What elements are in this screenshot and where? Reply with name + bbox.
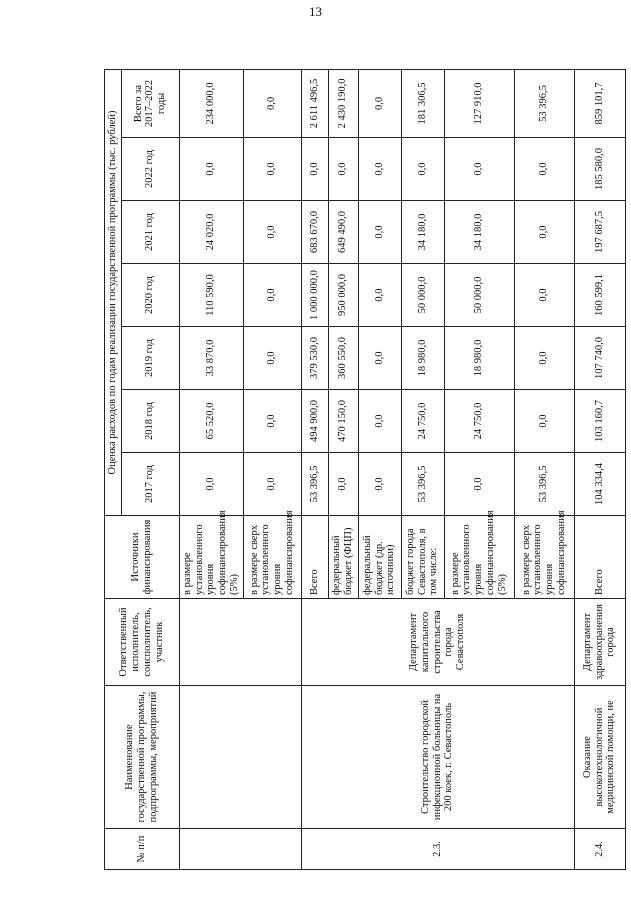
header-year-2019: 2019 год <box>121 327 179 390</box>
empty-cell <box>179 599 301 686</box>
item-name: Оказание высокотехнологичной медицинской помощи, не <box>574 686 625 829</box>
value-cell: 0,0 <box>328 453 358 516</box>
total-cell: 53 396,5 <box>514 69 574 137</box>
value-cell: 1 000 000,0 <box>301 264 328 327</box>
value-cell: 0,0 <box>358 201 401 264</box>
value-cell: 24 020,0 <box>179 201 243 264</box>
total-cell: 2 611 496,5 <box>301 69 328 137</box>
value-cell: 0,0 <box>243 138 301 201</box>
total-cell: 127 910,0 <box>444 69 514 137</box>
header-year-2017: 2017 год <box>121 453 179 516</box>
item-responsible: Департамент капитального строительства города Севастополя <box>301 599 574 686</box>
value-cell: 0,0 <box>514 201 574 264</box>
total-cell: 234 000,0 <box>179 69 243 137</box>
value-cell: 33 870,0 <box>179 327 243 390</box>
source-cell: федеральный бюджет (др. источники) <box>358 516 401 599</box>
value-cell: 53 396,5 <box>401 453 444 516</box>
page-number: 13 <box>309 4 322 19</box>
header-total: Всего за 2017–2022 годы <box>121 69 179 137</box>
header-year-2018: 2018 год <box>121 390 179 453</box>
value-cell: 24 750,0 <box>444 390 514 453</box>
value-cell: 34 180,0 <box>444 201 514 264</box>
item-number: 2.4. <box>574 829 625 870</box>
header-year-2020: 2020 год <box>121 264 179 327</box>
header-responsible: Ответственный исполнитель, соисполнитель, участник <box>105 599 180 686</box>
value-cell: 0,0 <box>358 390 401 453</box>
value-cell: 950 000,0 <box>328 264 358 327</box>
value-cell: 0,0 <box>514 327 574 390</box>
value-cell: 18 980,0 <box>444 327 514 390</box>
value-cell: 0,0 <box>243 201 301 264</box>
value-cell: 0,0 <box>514 264 574 327</box>
value-cell: 104 334,4 <box>574 453 625 516</box>
total-cell: 859 101,7 <box>574 69 625 137</box>
source-cell: Всего <box>574 516 625 599</box>
header-name: Наименование государственной программы, подпрограммы, мероприятий <box>105 686 180 829</box>
source-cell: в размере установленного уровня софинансирования (5%) <box>179 516 243 599</box>
value-cell: 18 980,0 <box>401 327 444 390</box>
value-cell: 494 900,0 <box>301 390 328 453</box>
value-cell: 24 750,0 <box>401 390 444 453</box>
value-cell: 0,0 <box>401 138 444 201</box>
value-cell: 470 150,0 <box>328 390 358 453</box>
value-cell: 0,0 <box>243 453 301 516</box>
empty-cell <box>179 829 301 870</box>
value-cell: 185 580,0 <box>574 138 625 201</box>
value-cell: 360 550,0 <box>328 327 358 390</box>
value-cell: 0,0 <box>358 327 401 390</box>
value-cell: 110 590,0 <box>179 264 243 327</box>
value-cell: 0,0 <box>179 138 243 201</box>
source-cell: в размере сверх установленного уровня софинансирования <box>243 516 301 599</box>
value-cell: 65 520,0 <box>179 390 243 453</box>
source-cell: в размере сверх установленного уровня софинансирования <box>514 516 574 599</box>
table-row <box>301 69 328 869</box>
value-cell: 0,0 <box>243 264 301 327</box>
value-cell: 50 000,0 <box>401 264 444 327</box>
expenditure-table <box>104 69 626 870</box>
value-cell: 160 599,1 <box>574 264 625 327</box>
total-cell: 0,0 <box>358 69 401 137</box>
table-row <box>179 69 243 869</box>
header-num: № п/п <box>105 829 180 870</box>
source-cell: бюджет города Севастополя, в том числе: <box>401 516 444 599</box>
value-cell: 0,0 <box>358 264 401 327</box>
value-cell: 0,0 <box>514 138 574 201</box>
header-source: Источники финансирования <box>105 516 180 599</box>
value-cell: 53 396,5 <box>301 453 328 516</box>
value-cell: 0,0 <box>301 138 328 201</box>
value-cell: 683 670,0 <box>301 201 328 264</box>
value-cell: 649 490,0 <box>328 201 358 264</box>
header-year-2021: 2021 год <box>121 201 179 264</box>
value-cell: 379 530,0 <box>301 327 328 390</box>
value-cell: 34 180,0 <box>401 201 444 264</box>
value-cell: 0,0 <box>243 327 301 390</box>
rotated-table-container <box>104 70 617 870</box>
source-cell: в размере установленного уровня софинансирования (5%) <box>444 516 514 599</box>
value-cell: 53 396,5 <box>514 453 574 516</box>
empty-cell <box>179 686 301 829</box>
value-cell: 0,0 <box>444 453 514 516</box>
total-cell: 181 306,5 <box>401 69 444 137</box>
value-cell: 0,0 <box>514 390 574 453</box>
value-cell: 0,0 <box>358 138 401 201</box>
value-cell: 50 000,0 <box>444 264 514 327</box>
value-cell: 0,0 <box>243 390 301 453</box>
value-cell: 0,0 <box>328 138 358 201</box>
value-cell: 0,0 <box>358 453 401 516</box>
total-cell: 2 430 190,0 <box>328 69 358 137</box>
value-cell: 0,0 <box>444 138 514 201</box>
value-cell: 107 740,0 <box>574 327 625 390</box>
value-cell: 103 160,7 <box>574 390 625 453</box>
header-year-2022: 2022 год <box>121 138 179 201</box>
item-responsible: Департамент здравоохранения города <box>574 599 625 686</box>
source-cell: федеральный бюджет (ФЦП) <box>328 516 358 599</box>
item-number: 2.3. <box>301 829 574 870</box>
value-cell: 0,0 <box>179 453 243 516</box>
source-cell: Всего <box>301 516 328 599</box>
value-cell: 197 687,5 <box>574 201 625 264</box>
total-cell: 0,0 <box>243 69 301 137</box>
header-expenditure-group: Оценка расходов по годам реализации государственной программы (тыс. рублей) <box>105 69 122 515</box>
table-row <box>574 69 625 869</box>
item-name: Строительство городской инфекционной больницы на 200 коек, г. Севастополь <box>301 686 574 829</box>
